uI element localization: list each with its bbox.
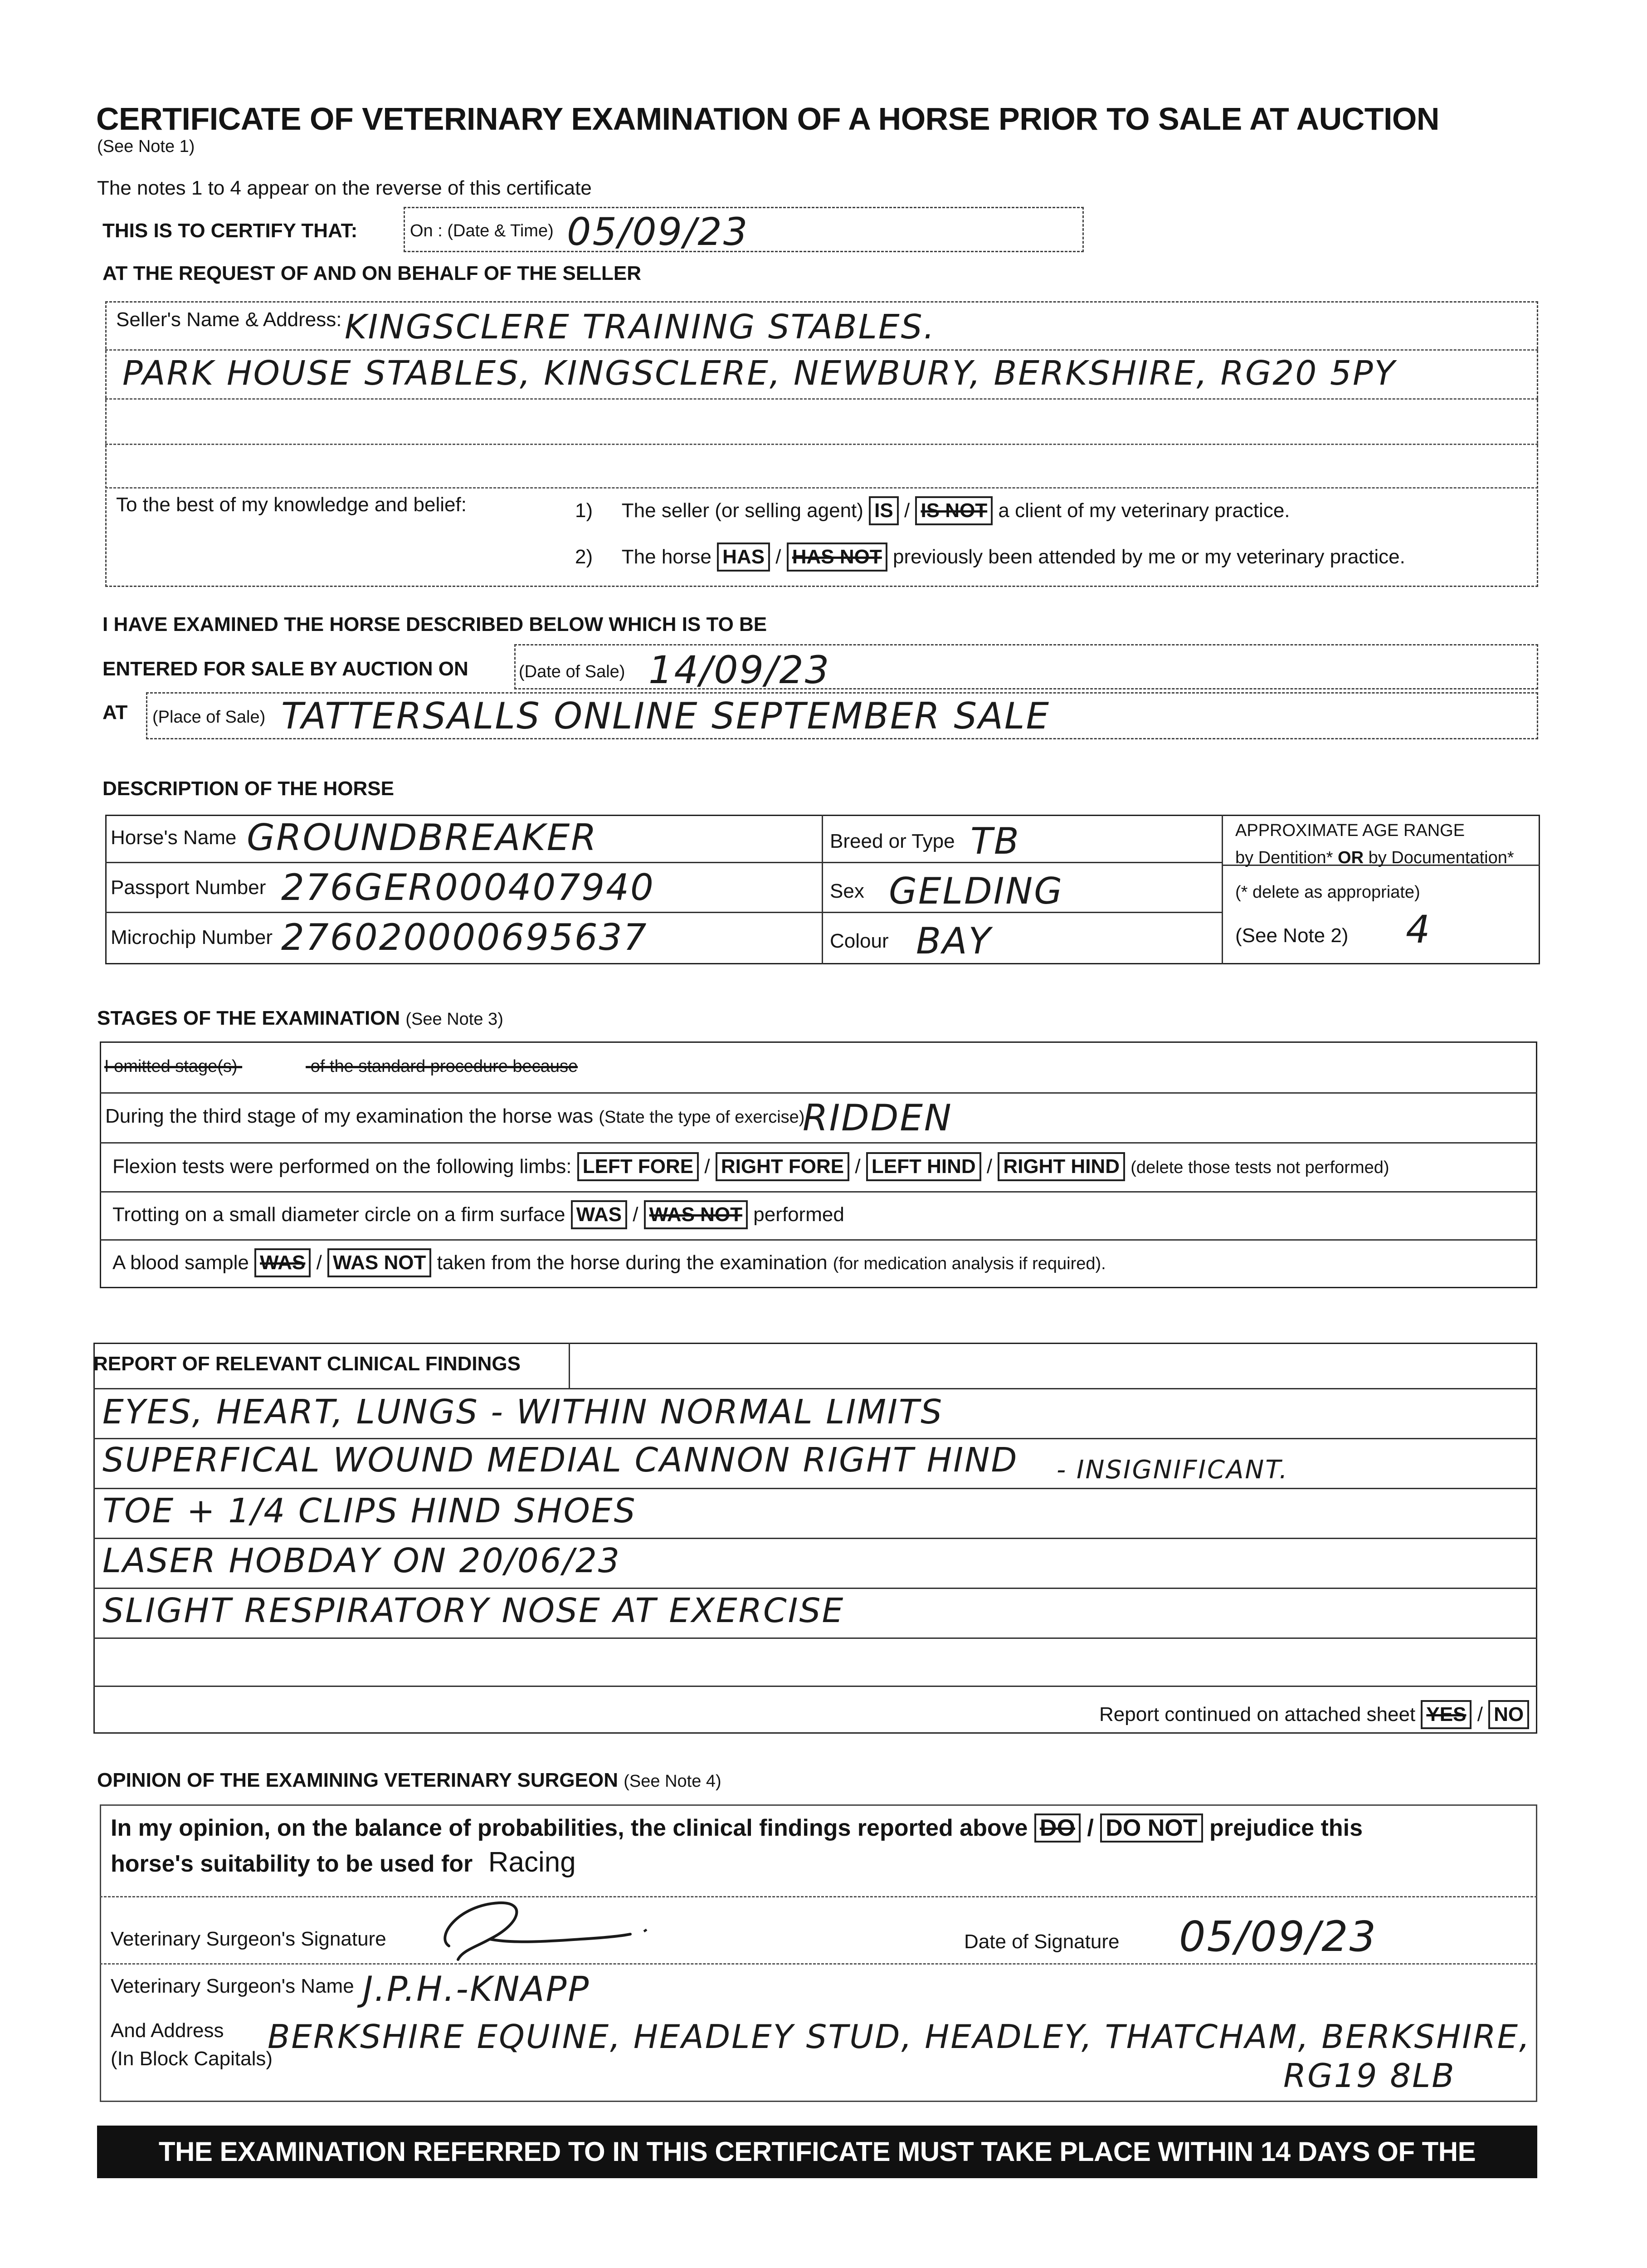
date-of-signature-label: Date of Signature [964,1931,1120,1953]
stages-title-row [97,1007,503,1030]
see-note-1: (See Note 1) [97,137,195,156]
is-not-option[interactable]: IS NOT [915,496,993,525]
trot-was-not-option[interactable]: WAS NOT [644,1200,748,1229]
opinion-title: OPINION OF THE EXAMINING VETERINARY SURGEON [97,1769,619,1791]
signature-label: Veterinary Surgeon's Signature [111,1928,386,1950]
slash: / [1477,1703,1483,1725]
stages-title: STAGES OF THE EXAMINATION [97,1007,400,1029]
age-or: OR [1338,848,1364,867]
breed-value[interactable]: TB [970,820,1020,862]
sale-date-value: 14/09/23 [648,648,831,692]
report-title: REPORT OF RELEVANT CLINICAL FINDINGS [93,1353,521,1375]
omitted-stages [104,1057,578,1076]
statement-1-text: The seller (or selling agent) [621,499,863,522]
age-value[interactable]: 4 [1406,907,1432,952]
horse-section-title: DESCRIPTION OF THE HORSE [102,777,394,800]
microchip-value[interactable]: 276020000695637 [281,916,648,958]
slash: / [855,1155,861,1178]
age-delete-note: (* delete as appropriate) [1235,883,1420,902]
trot-post: performed [753,1203,844,1226]
report-line[interactable]: LASER HOBDAY ON 20/06/23 [102,1541,621,1580]
third-stage-text: During the third stage of my examination the horse was [105,1105,594,1127]
slash: / [986,1155,993,1178]
report-line[interactable]: SLIGHT RESPIRATORY NOSE AT EXERCISE [102,1591,845,1630]
statement-2-text: The horse [621,546,711,568]
on-date-label: On : (Date & Time) [410,221,554,240]
at-label: AT [102,701,128,723]
microchip-label: Microchip Number [111,926,273,948]
page-title: CERTIFICATE OF VETERINARY EXAMINATION OF A HORSE PRIOR TO SALE AT AUCTION [96,101,1439,137]
report-line[interactable]: SUPERFICAL WOUND MEDIAL CANNON RIGHT HIND [102,1441,1018,1480]
seller-line1[interactable]: KINGSCLERE TRAINING STABLES. [345,308,936,347]
age-title: APPROXIMATE AGE RANGE [1235,821,1465,840]
continued-yes-option[interactable]: YES [1421,1700,1472,1729]
blood-small: (for medication analysis if required). [833,1254,1106,1273]
seller-label: Seller's Name & Address: [116,308,342,331]
third-stage-row [105,1105,804,1128]
entered-label: ENTERED FOR SALE BY AUCTION ON [102,658,468,680]
horse-name-label: Horse's Name [111,826,237,849]
opinion-text-1 [111,1813,1363,1843]
signature-image [431,1896,685,1964]
opinion-post: prejudice this [1209,1815,1363,1841]
age-see-note: (See Note 2) [1235,924,1349,947]
sale-date-label: (Date of Sale) [519,662,625,681]
certify-label: THIS IS TO CERTIFY THAT: [102,220,358,242]
slash: / [316,1251,322,1274]
notes-line: The notes 1 to 4 appear on the reverse of this certificate [97,177,592,199]
belief-label: To the best of my knowledge and belief: [116,494,467,516]
statement-2 [575,543,1405,572]
sex-label: Sex [830,880,864,902]
blood-text: A blood sample [112,1251,249,1274]
statement-1 [575,496,1290,525]
surgeon-address-line2[interactable]: RG19 8LB [1283,2057,1456,2095]
omitted-b: of the standard procedure because [310,1057,578,1076]
colour-label: Colour [830,930,889,952]
is-option[interactable]: IS [869,496,899,525]
continued-row [1099,1700,1529,1729]
continued-label: Report continued on attached sheet [1099,1703,1416,1725]
do-option[interactable]: DO [1034,1813,1081,1843]
footer-banner: THE EXAMINATION REFERRED TO IN THIS CERTIFICATE MUST TAKE PLACE WITHIN 14 DAYS OF THE AUCTION [97,2126,1537,2178]
blood-row [112,1248,1106,1277]
blood-post: taken from the horse during the examination [437,1251,828,1274]
omitted-a: I omitted stage(s) [104,1057,238,1076]
request-label: AT THE REQUEST OF AND ON BEHALF OF THE SELLER [102,262,641,284]
address-label: And Address [111,2019,224,2042]
sale-place-label: (Place of Sale) [152,708,266,727]
passport-label: Passport Number [111,876,266,899]
breed-label: Breed or Type [830,830,955,852]
trot-text: Trotting on a small diameter circle on a firm surface [112,1203,565,1226]
age-by-dentition: by Dentition* [1235,848,1333,867]
surgeon-address-line1[interactable]: BERKSHIRE EQUINE, HEADLEY STUD, HEADLEY, THATCHAM, BERKSHIRE, [268,2018,1531,2056]
has-option[interactable]: HAS [717,543,770,572]
flexion-text: Flexion tests were performed on the following limbs: [112,1155,572,1178]
use-value[interactable]: Racing [488,1847,576,1878]
date-of-signature-value[interactable]: 05/09/23 [1179,1912,1378,1961]
slash: / [904,499,910,522]
left-fore-option[interactable]: LEFT FORE [577,1152,699,1181]
slash: / [1087,1815,1094,1841]
report-line[interactable]: TOE + 1/4 CLIPS HIND SHOES [102,1491,637,1530]
opinion-line2: horse's suitability to be used for [111,1851,473,1877]
blood-was-option[interactable]: WAS [254,1248,311,1277]
statement-2-num: 2) [575,546,593,568]
slash: / [775,546,781,568]
right-fore-option[interactable]: RIGHT FORE [716,1152,849,1181]
flexion-row [112,1152,1389,1181]
surgeon-name-value[interactable]: J.P.H.-KNAPP [363,1969,590,2009]
statement-2-post: previously been attended by me or my veterinary practice. [892,546,1405,568]
trot-was-option[interactable]: WAS [571,1200,627,1229]
passport-value[interactable]: 276GER000407940 [281,866,655,909]
slash: / [633,1203,638,1226]
age-method [1235,848,1514,868]
opinion-pre: In my opinion, on the balance of probabilities, the clinical findings reported above [111,1815,1028,1841]
sex-value[interactable]: GELDING [889,870,1064,912]
opinion-text-2-row [111,1846,576,1878]
horse-name-value[interactable]: GROUNDBREAKER [247,816,598,859]
flexion-note: (delete those tests not performed) [1130,1158,1389,1177]
opinion-note: (See Note 4) [624,1772,721,1791]
report-line-2-extra: - INSIGNIFICANT. [1057,1455,1289,1485]
slash: / [704,1155,710,1178]
exam-date-value: 05/09/23 [567,210,749,254]
opinion-title-row [97,1769,721,1792]
seller-line2[interactable]: PARK HOUSE STABLES, KINGSCLERE, NEWBURY, BERKSHIRE, RG20 5PY [122,354,1396,393]
statement-1-num: 1) [575,499,593,522]
blood-was-not-option[interactable]: WAS NOT [327,1248,431,1277]
colour-value[interactable]: BAY [916,920,992,962]
sale-place-value: TATTERSALLS ONLINE SEPTEMBER SALE [281,695,1051,737]
do-not-option[interactable]: DO NOT [1100,1813,1203,1843]
address-label-2: (In Block Capitals) [111,2048,273,2070]
right-hind-option[interactable]: RIGHT HIND [998,1152,1125,1181]
age-by-documentation: by Documentation* [1368,848,1514,867]
statement-1-post: a client of my veterinary practice. [998,499,1290,522]
examined-label: I HAVE EXAMINED THE HORSE DESCRIBED BELOW WHICH IS TO BE [102,613,767,635]
exercise-value[interactable]: RIDDEN [803,1097,953,1139]
third-stage-small: (State the type of exercise) [599,1108,805,1127]
stages-note: (See Note 3) [405,1010,503,1029]
report-line[interactable]: EYES, HEART, LUNGS - WITHIN NORMAL LIMITS [102,1393,944,1432]
surgeon-name-label: Veterinary Surgeon's Name [111,1975,354,1997]
continued-no-option[interactable]: NO [1488,1700,1529,1729]
left-hind-option[interactable]: LEFT HIND [866,1152,981,1181]
has-not-option[interactable]: HAS NOT [787,543,887,572]
trot-row [112,1200,844,1229]
